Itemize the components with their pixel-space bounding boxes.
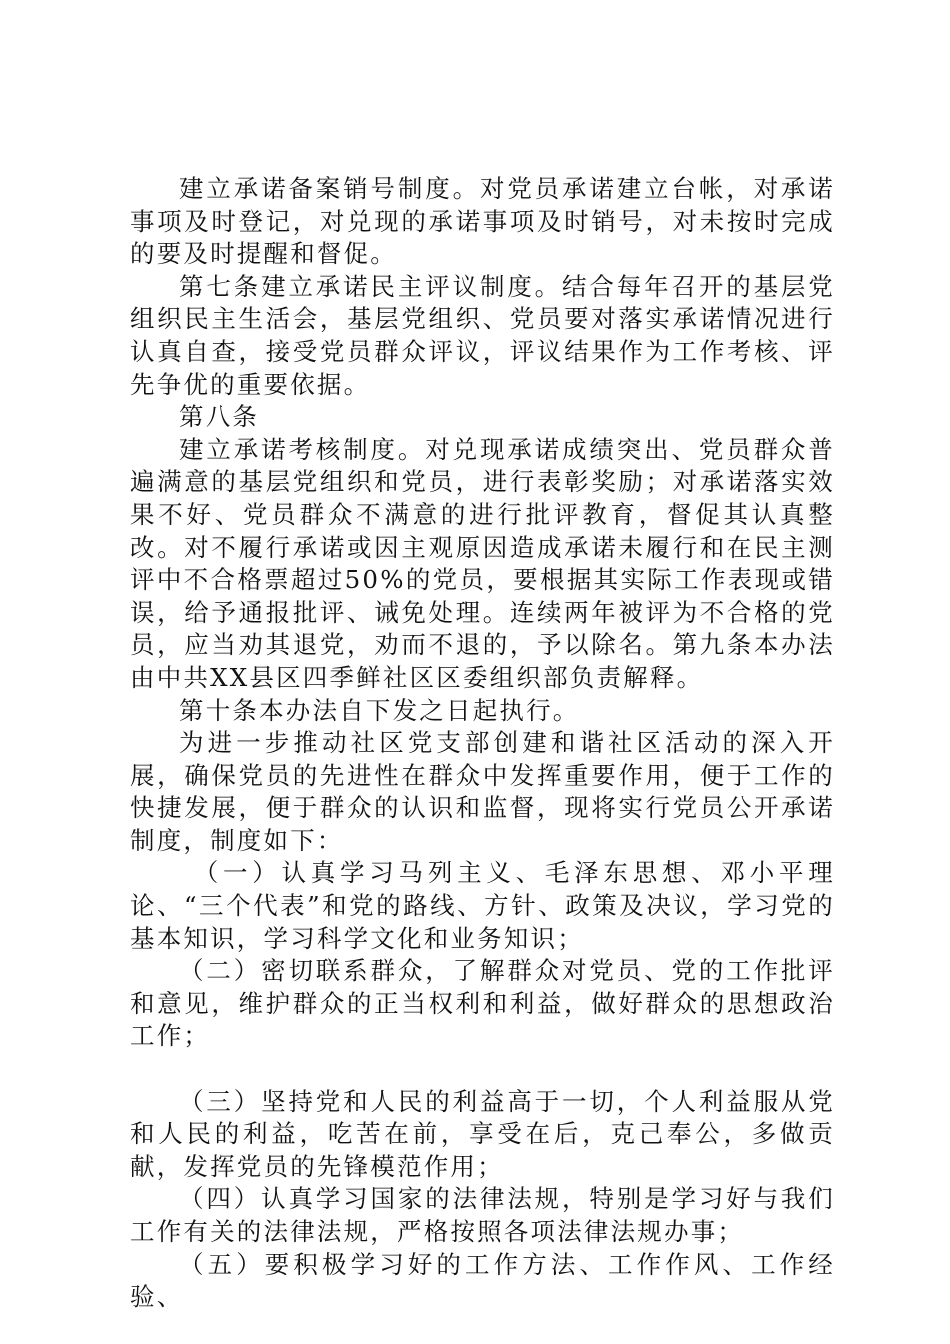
- paragraph-record-system: 建立承诺备案销号制度。对党员承诺建立台帐，对承诺事项及时登记，对兑现的承诺事项及时销号，对未按时完成的要及时提醒和督促。: [130, 174, 835, 269]
- paragraph-article-7: 第七条建立承诺民主评议制度。结合每年召开的基层党组织民主生活会，基层党组织、党员要对落实承诺情况进行认真自查，接受党员群众评议，评议结果作为工作考核、评先争优的重要依据。: [130, 271, 835, 399]
- paragraph-item-4: （四）认真学习国家的法律法规，特别是学习好与我们工作有关的法律法规，严格按照各项法律法规办事；: [130, 1184, 835, 1246]
- paragraph-item-5: （五）要积极学习好的工作方法、工作作风、工作经验、: [130, 1249, 835, 1312]
- paragraph-article-8-heading: 第八条: [179, 402, 260, 432]
- paragraph-item-2: （二）密切联系群众，了解群众对党员、党的工作批评和意见，维护群众的正当权利和利益，做好群众的思想政治工作；: [130, 956, 835, 1051]
- paragraph-item-3: （三）坚持党和人民的利益高于一切，个人利益服从党和人民的利益，吃苦在前，享受在后，克己奉公，多做贡献，发挥党员的先锋模范作用；: [130, 1086, 835, 1181]
- document-body: [130, 173, 835, 1314]
- paragraph-item-1: （一）认真学习马列主义、毛泽东思想、邓小平理论、“三个代表”和党的路线、方针、政策及决议，学习党的基本知识，学习科学文化和业务知识；: [130, 858, 835, 953]
- paragraph-article-10: 第十条本办法自下发之日起执行。: [179, 695, 580, 725]
- paragraph-intro: 为进一步推动社区党支部创建和谐社区活动的深入开展，确保党员的先进性在群众中发挥重要作用，便于工作的快捷发展，便于群众的认识和监督，现将实行党员公开承诺制度，制度如下：: [130, 728, 835, 855]
- paragraph-article-8-body: 建立承诺考核制度。对兑现承诺成绩突出、党员群众普遍满意的基层党组织和党员，进行表彰奖励；对承诺落实效果不好、党员群众不满意的进行批评教育，督促其认真整改。对不履行承诺或因主观原因造成承诺未履行和在民主测评中不合格票超过50%的党员，要根据其实际工作表现或错误，给予通报批评、诫免处理。连续两年被评为不合格的党员，应当劝其退党，劝而不退的，予以除名。第九条本办法由中共XX县区四季鲜社区区委组织部负责解释。: [130, 434, 835, 692]
